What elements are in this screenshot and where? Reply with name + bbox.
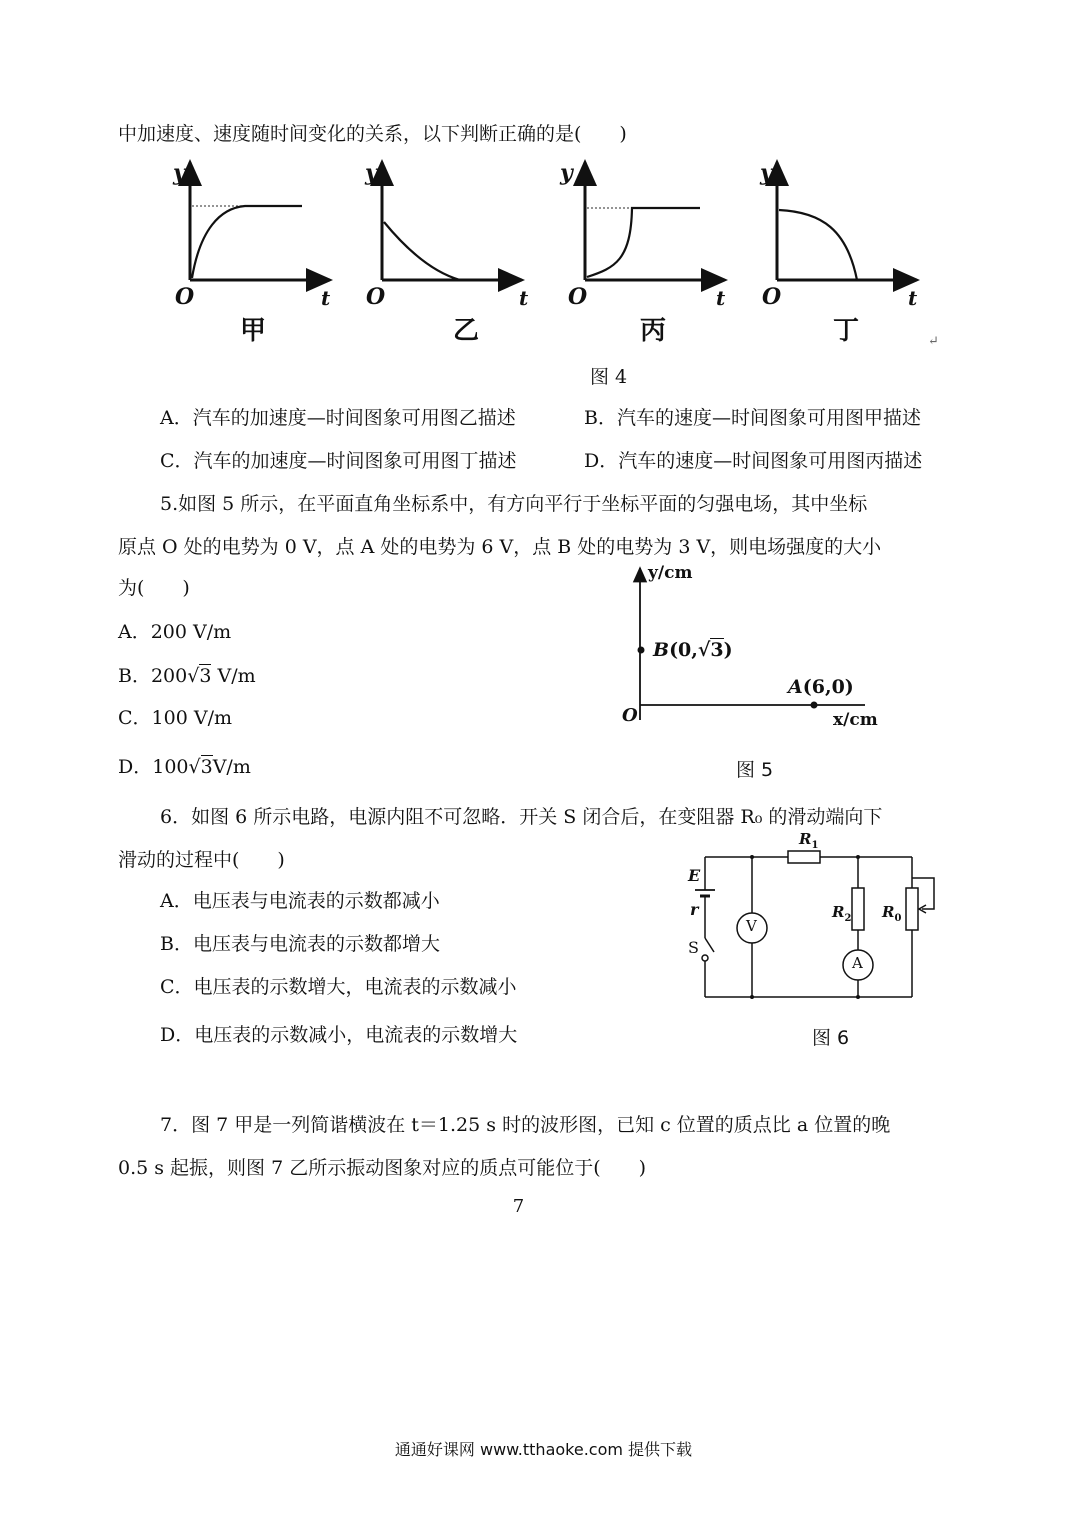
graph-ding-o: O [762, 284, 782, 310]
figure-5-origin: O [622, 705, 638, 726]
sqrt-symbol: √ [188, 756, 201, 778]
resistor-r2 [852, 888, 864, 930]
figure-5-point-b-label [653, 639, 733, 661]
r1-subscript: 1 [811, 840, 819, 851]
r0-letter: R [882, 903, 895, 921]
q5-option-a: A．200 V/m [118, 621, 232, 643]
q7-stem-line-1: 7．图 7 甲是一列简谐横波在 t＝1.25 s 时的波形图，已知 c 位置的质点比 a 位置的晚 [160, 1114, 891, 1136]
point-a [811, 702, 818, 709]
circuit-label-s: S [688, 938, 699, 957]
curve [192, 206, 302, 278]
q6-option-b: B．电压表与电流表的示数都增大 [160, 933, 440, 955]
q5-option-b-radicand: 3 [199, 665, 212, 687]
q5-option-b-prefix: B．200 [118, 665, 188, 687]
switch-contact [702, 955, 708, 961]
point-a-coord: (6,0) [802, 676, 854, 698]
q4-option-d: D．汽车的速度—时间图象可用图丙描述 [584, 450, 923, 472]
q6-option-d: D．电压表的示数减小，电流表的示数增大 [160, 1024, 518, 1046]
q5-option-d-prefix: D．100 [118, 756, 189, 778]
rheostat-r0 [906, 888, 918, 930]
q5-stem-line-3: 为( ) [118, 577, 190, 599]
graph-yi-o: O [366, 284, 386, 310]
q4-option-c: C．汽车的加速度—时间图象可用图丁描述 [160, 450, 517, 472]
graph-jia-t: t [321, 286, 331, 310]
graph-bing-t: t [716, 286, 726, 310]
circuit-label-r2 [832, 903, 851, 924]
curve [384, 222, 460, 280]
circuit-label-e: E [688, 866, 701, 885]
q6-stem-line-2: 滑动的过程中( ) [118, 849, 285, 871]
circuit-label-r1 [799, 830, 818, 851]
figure-4-caption: 图 4 [590, 366, 628, 388]
graph-yi-label: 乙 [453, 316, 480, 346]
sqrt-symbol: √ [697, 639, 711, 661]
graph-bing [585, 162, 725, 280]
q7-stem-line-2: 0.5 s 起振，则图 7 乙所示振动图象对应的质点可能位于( ) [118, 1157, 647, 1179]
figure-5-caption: 图 5 [736, 759, 774, 781]
graph-yi-y: y [365, 160, 378, 186]
q4-stem-tail: 中加速度、速度随时间变化的关系，以下判断正确的是( ) [118, 123, 627, 145]
graph-yi-t: t [519, 286, 529, 310]
q6-option-c: C．电压表的示数增大，电流表的示数减小 [160, 976, 517, 998]
figure-6-circuit [690, 840, 950, 1010]
q5-option-b [118, 664, 256, 688]
switch-lever [705, 938, 714, 952]
circuit-label-r: r [690, 900, 699, 919]
figure-5-y-label: y/cm [648, 563, 693, 583]
q5-option-d [118, 755, 251, 779]
circuit-label-v: V [746, 917, 757, 935]
graph-bing-label: 丙 [640, 316, 667, 346]
graph-ding-t: t [908, 286, 918, 310]
junction [750, 995, 754, 999]
point-b-coord-suffix: ) [723, 639, 733, 661]
q4-option-a: A．汽车的加速度—时间图象可用图乙描述 [160, 407, 516, 429]
point-b-coord-radicand: 3 [710, 639, 724, 661]
r2-letter: R [832, 903, 845, 921]
q5-option-d-unit: V/m [212, 756, 251, 778]
figure-6-caption: 图 6 [812, 1027, 850, 1049]
point-b-letter: B [653, 639, 670, 661]
footer-download-note: 通通好课网 www.tthaoke.com 提供下载 [394, 1440, 693, 1459]
graph-ding-y: y [760, 160, 773, 186]
q5-option-c: C．100 V/m [118, 707, 232, 729]
q5-option-d-radicand: 3 [200, 756, 213, 778]
graph-ding [777, 162, 917, 280]
point-b [638, 647, 645, 654]
graph-jia-o: O [175, 284, 195, 310]
circuit-label-r0 [882, 903, 901, 924]
curve [587, 208, 700, 277]
q5-option-b-unit: V/m [211, 665, 256, 687]
graph-yi [382, 162, 522, 280]
sqrt-symbol: √ [187, 665, 200, 687]
curve [779, 210, 857, 280]
junction [750, 855, 754, 859]
graph-bing-o: O [568, 284, 588, 310]
graph-jia-label: 甲 [240, 316, 267, 346]
figure-5-point-a-label [788, 676, 854, 698]
q6-option-a: A．电压表与电流表的示数都减小 [160, 890, 440, 912]
q5-stem-line-1: 5.如图 5 所示，在平面直角坐标系中，有方向平行于坐标平面的匀强电场，其中坐标 [160, 493, 868, 515]
r1-letter: R [799, 830, 812, 848]
resistor-r1 [788, 851, 820, 863]
graph-jia-y: y [173, 160, 186, 186]
figure-5-x-label: x/cm [833, 710, 878, 730]
graph-bing-y: y [560, 160, 573, 186]
circuit-label-a: A [852, 954, 863, 972]
q6-stem-line-1: 6．如图 6 所示电路，电源内阻不可忽略．开关 S 闭合后，在变阻器 R₀ 的滑动端向下 [160, 806, 883, 828]
r0-subscript: 0 [894, 913, 902, 924]
q5-stem-line-2: 原点 O 处的电势为 0 V，点 A 处的电势为 6 V，点 B 处的电势为 3 V，则电场强度的大小 [118, 536, 882, 558]
point-b-coord-prefix: (0, [669, 639, 698, 661]
graph-ding-label: 丁 [833, 316, 860, 346]
junction [856, 855, 860, 859]
page-number: 7 [512, 1196, 525, 1217]
r2-subscript: 2 [844, 913, 852, 924]
graph-jia [190, 162, 330, 280]
q4-option-b: B．汽车的速度—时间图象可用图甲描述 [584, 407, 921, 429]
return-mark: ↵ [928, 334, 939, 349]
junction [856, 995, 860, 999]
point-a-letter: A [788, 676, 803, 698]
q4-graphs [160, 150, 950, 360]
